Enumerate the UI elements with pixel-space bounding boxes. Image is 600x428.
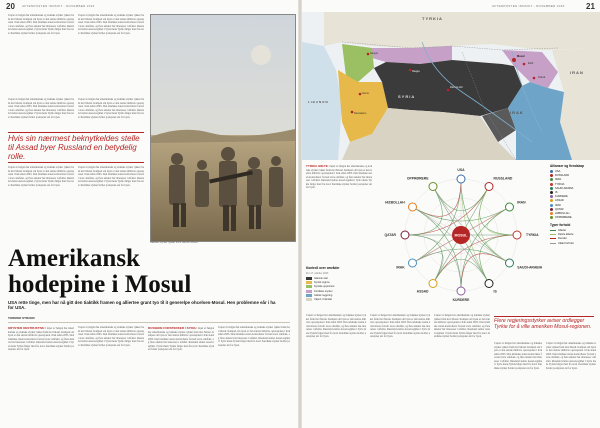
map-legend-swatch — [306, 281, 312, 284]
map-legend-swatch — [306, 285, 312, 288]
map-city-homs: Homs — [362, 92, 369, 95]
wheel-actor-label: IS — [493, 289, 497, 294]
wheel-actor-label: KURDERE — [452, 298, 470, 302]
unclear-line-swatch — [550, 243, 556, 244]
wheel-actor-item — [550, 199, 596, 202]
left-running-head: AFTENPOSTEN INNSIKT - NOVEMBER 2016 — [22, 4, 95, 8]
right-body-column-1-text: I løpet av helgen har amerikanske og irakiske styrker rykket frem mot Mosul. Kampen om byen er den største militære operasjonen i Irak siden 2003. Den islamske staten kontrollerer fortsatt store områder, og flere aktører har interesser i utfallet. Russland støtter Assad-regimet i Syria mens Tyrkia følger med fra nord. Kurdiske styrker holder posisjoner øst for byen. — [306, 165, 372, 189]
relation-unclear — [550, 242, 596, 245]
bottom-column-4 — [218, 326, 290, 424]
pull-quote-rule-bottom — [8, 162, 144, 163]
relation-partial-label: Delvis allierte — [558, 233, 574, 237]
article-deck: USA rette tinge, men har nå gitt den tiaktikk framen og alliertee grant tyo til it generelpe ohcelsen-Mosul. Hen problemne eår i ha for USA. — [8, 300, 276, 311]
wheel-actor-item — [550, 187, 596, 190]
pull-quote: Hvis sin nærmest beknytkeldes stelle til Assad byer Russland en betydelig rolle. — [8, 134, 140, 161]
map-city-erbil: Erbil — [528, 62, 534, 65]
bottom-column-1-text: I løpet av helgen har amerikanske og irakiske styrker rykket frem mot Mosul. Kampen om byen er den største militære operasjonen i Irak siden 2003. Den islamske staten kontrollerer fortsatt store områder, og flere aktører har interesser i utfallet. Russland støtter Assad-regimet i Syria mens Tyrkia følger med fra nord. Kurdiske styrker holder posisjoner øst for byen. — [8, 327, 74, 351]
headline-line-2: hodepine i Mosul — [8, 271, 192, 298]
subhead-3: TYRKIA HØLTE — [306, 164, 328, 168]
wheel-actor-label: RUSSLAND — [493, 176, 513, 181]
wheel-center-label: MOSUL — [454, 233, 468, 238]
map-legend-item — [306, 277, 372, 280]
map-legend-rows — [306, 277, 372, 301]
wheel-actor-node — [429, 183, 437, 191]
wheel-actor-node — [401, 231, 409, 239]
wheel-actor-list — [550, 170, 596, 219]
wheel-actor-name: OPPRØRERE — [555, 216, 572, 220]
wheel-actor-node — [485, 279, 493, 287]
relation-partial — [550, 233, 596, 236]
map-legend-label: Islamsk stat — [314, 277, 328, 280]
wheel-actor-node — [457, 287, 465, 295]
wheel-actor-item — [550, 183, 596, 186]
wheel-actor-name: QATAR — [555, 207, 564, 211]
wheel-actor-item — [550, 191, 596, 194]
wheel-legend-title: Allianser og fiendskap — [550, 164, 585, 168]
alliance-wheel — [376, 160, 546, 310]
wheel-actor-label: OPPRØRERE — [406, 176, 429, 181]
headline — [8, 246, 191, 298]
wheel-actor-label: ASSAD — [416, 289, 429, 294]
map-legend-item — [306, 294, 372, 297]
left-body-column-2b: I løpet av helgen har amerikanske og irakiske styrker rykket frem mot Mosul. Kampen om byen er den største militære operasjonen i Irak siden 2003. Den islamske staten kontrollerer fortsatt store områder, og flere aktører har interesser i utfallet. Russland støtter Assad-regimet i Syria mens Tyrkia følger med fra nord. Kurdiske styrker holder posisjoner øst for byen. — [78, 98, 144, 119]
right-body-column-1 — [306, 164, 372, 264]
wheel-relation-title: Typer forhold — [550, 223, 571, 228]
map-legend-swatch — [306, 298, 312, 301]
map-legend-label: Kurdiske styrker — [314, 289, 333, 293]
bottom-column-2 — [78, 326, 144, 424]
wheel-legend — [550, 164, 596, 246]
wheel-actor-name: SAUDI-ARABIA — [555, 186, 574, 190]
wheel-actor-label: IRAN — [517, 200, 526, 205]
wheel-actor-item — [550, 170, 596, 173]
wheel-actor-node — [409, 259, 417, 267]
enemy-line-swatch — [550, 238, 556, 239]
wheel-actor-item — [550, 216, 596, 219]
wheel-actor-label: TYRKIA — [526, 233, 539, 237]
wheel-actor-node — [485, 183, 493, 191]
left-body-column-4: I løpet av helgen har amerikanske og irakiske styrker rykket frem mot Mosul. Kampen om byen er den største militære operasjonen i Irak siden 2003. Den islamske staten kontrollerer fortsatt store områder, og flere aktører har interesser i utfallet. Russland støtter Assad-regimet i Syria mens Tyrkia følger med fra nord. Kurdiske styrker holder posisjoner øst for byen. — [78, 166, 144, 187]
wheel-actor-node — [457, 175, 465, 183]
allied-line-swatch — [550, 230, 556, 231]
left-body-column-1: I løpet av helgen har amerikanske og irakiske styrker rykket frem mot Mosul. Kampen om byen er den største militære operasjonen i Irak siden 2003. Den islamske staten kontrollerer fortsatt store områder, og flere aktører har interesser i utfallet. Russland støtter Assad-regimet i Syria mens Tyrkia følger med fra nord. Kurdiske styrker holder posisjoner øst for byen. — [8, 14, 74, 35]
map-label-tyrkia: TYRKIA — [422, 16, 443, 21]
map-legend-label: Irakisk regjering — [314, 293, 333, 297]
wheel-actor-label: QATAR — [384, 233, 396, 237]
wheel-actor-name: ASSAD — [555, 199, 564, 203]
right-running-head: AFTENPOSTEN INNSIKT - NOVEMBER 2016 — [492, 4, 565, 8]
wheel-actor-dot — [550, 170, 553, 173]
wheel-actor-name: RUSSLAND — [555, 174, 570, 178]
wheel-actor-dot — [550, 195, 553, 198]
wheel-actor-dot — [550, 183, 553, 186]
wheel-actor-dot — [550, 174, 553, 177]
map-city-damaskus: Damaskus — [354, 112, 367, 115]
map-legend-item — [306, 298, 372, 301]
right-pull-quote-rule — [494, 316, 594, 317]
right-pull-quote: Flere regjeringsstyrker aviser ordlegger Tyrkie for å ville ameriken Mosul-regionen. — [494, 318, 592, 330]
map-city-deir-ez-zor: Deir ez-Zor — [450, 86, 463, 89]
left-page — [0, 0, 298, 428]
map-legend — [306, 266, 372, 302]
map-city-raqqa: Raqqa — [412, 70, 420, 73]
map-label-libanon: LIBANON — [308, 100, 329, 104]
left-body-column-1b: I løpet av helgen har amerikanske og irakiske styrker rykket frem mot Mosul. Kampen om byen er den største militære operasjonen i Irak siden 2003. Den islamske staten kontrollerer fortsatt store områder, og flere aktører har interesser i utfallet. Russland støtter Assad-regimet i Syria mens Tyrkia følger med fra nord. Kurdiske styrker holder posisjoner øst for byen. — [8, 98, 74, 119]
wheel-actor-label: HIZBOLLAH — [385, 200, 405, 205]
left-body-column-2: I løpet av helgen har amerikanske og irakiske styrker rykket frem mot Mosul. Kampen om byen er den største militære operasjonen i Irak siden 2003. Den islamske staten kontrollerer fortsatt store områder, og flere aktører har interesser i utfallet. Russland støtter Assad-regimet i Syria mens Tyrkia følger med fra nord. Kurdiske styrker holder posisjoner øst for byen. — [78, 14, 144, 35]
bottom-column-3-text: I løpet av helgen har amerikanske og irakiske styrker rykket frem mot Mosul. Kampen om byen er den største militære operasjonen i Irak siden 2003. Den islamske staten kontrollerer fortsatt store områder, og flere aktører har interesser i utfallet. Russland støtter Assad-regimet i Syria mens Tyrkia følger med fra nord. Kurdiske styrker holder posisjoner øst for byen. — [148, 327, 214, 351]
right-bottom-column-3: I løpet av helgen har amerikanske og irakiske styrker rykket frem mot Mosul. Kampen om byen er den største militære operasjonen i Irak siden 2003. Den islamske staten kontrollerer fortsatt store områder, og flere aktører har interesser i utfallet. Russland støtter Assad-regimet i Syria mens Tyrkia følger med fra nord. Kurdiske styrker holder posisjoner øst for byen. — [434, 314, 490, 338]
relation-unclear-label: Uklart forhold — [558, 241, 574, 245]
bottom-column-3 — [148, 326, 214, 424]
map-city-mosul: Mosul — [517, 55, 525, 58]
deck-rule — [8, 322, 290, 323]
bottom-column-2-text: I løpet av helgen har amerikanske og irakiske styrker rykket frem mot Mosul. Kampen om byen er den største militære operasjonen i Irak siden 2003. Den islamske staten kontrollerer fortsatt store områder, og flere aktører har interesser i utfallet. Russland støtter Assad-regimet i Syria mens Tyrkia følger med fra nord. Kurdiske styrker holder posisjoner øst for byen. — [78, 326, 144, 347]
map-legend-item — [306, 281, 372, 284]
pull-quote-rule — [8, 132, 144, 133]
left-page-number: 20 — [6, 2, 15, 11]
byline: TORMOD STRAND — [8, 316, 35, 320]
subhead-1: KRYSTER DESTRUKTIVE — [8, 326, 45, 330]
wheel-actor-node — [409, 203, 417, 211]
bottom-column-1 — [8, 326, 74, 424]
wheel-actor-item — [550, 212, 596, 215]
wheel-actor-name: HIZBOLLAH — [555, 211, 570, 215]
map-label-irak: IRAK — [510, 110, 524, 115]
partial-line-swatch — [550, 234, 556, 235]
relation-enemy — [550, 237, 596, 240]
wheel-actor-name: USA — [555, 170, 561, 173]
wheel-actor-label: USA — [457, 168, 465, 172]
map-label-syria: SYRIA — [398, 94, 416, 99]
wheel-actor-node — [429, 279, 437, 287]
wheel-actor-item — [550, 208, 596, 211]
map-legend-label: Syrisk regime — [314, 281, 330, 285]
wheel-actor-item — [550, 204, 596, 207]
map-legend-label: Syriske opprørere — [314, 285, 335, 289]
wheel-actor-dot — [550, 212, 553, 215]
map-city-kirkuk: Kirkuk — [538, 76, 546, 79]
right-page-number: 21 — [586, 2, 595, 11]
wheel-actor-name: IRAK — [555, 203, 562, 207]
map-legend-item — [306, 290, 372, 293]
map-legend-title: Kontroll over områder — [306, 266, 340, 270]
wheel-actor-dot — [550, 204, 553, 207]
wheel-actor-label: SAUDI-ARABIA — [517, 265, 543, 270]
right-bottom-column-1: I løpet av helgen har amerikanske og irakiske styrker rykket frem mot Mosul. Kampen om byen er den største militære operasjonen i Irak siden 2003. Den islamske staten kontrollerer fortsatt store områder, og flere aktører har interesser i utfallet. Russland støtter Assad-regimet i Syria mens Tyrkia følger med fra nord. Kurdiske styrker holder posisjoner øst for byen. — [306, 314, 366, 338]
wheel-actor-dot — [550, 187, 553, 190]
map-legend-item — [306, 285, 372, 288]
map-legend-swatch — [306, 277, 312, 280]
map-legend-swatch — [306, 294, 312, 297]
wheel-actor-dot — [550, 208, 553, 211]
wheel-actor-dot — [550, 216, 553, 219]
news-photo — [150, 14, 296, 242]
relation-allied-label: Allierte — [558, 229, 566, 233]
wheel-actor-label: IRAK — [396, 265, 405, 270]
right-bottom-column-2: I løpet av helgen har amerikanske og irakiske styrker rykket frem mot Mosul. Kampen om byen er den største militære operasjonen i Irak siden 2003. Den islamske staten kontrollerer fortsatt store områder, og flere aktører har interesser i utfallet. Russland støtter Assad-regimet i Syria mens Tyrkia følger med fra nord. Kurdiske styrker holder posisjoner øst for byen. — [370, 314, 430, 338]
wheel-actor-item — [550, 195, 596, 198]
map-label-iran: IRAN — [570, 70, 584, 75]
map-city-aleppo: Aleppo — [370, 52, 379, 55]
wheel-actor-dot — [550, 191, 553, 194]
left-body-column-3: I løpet av helgen har amerikanske og irakiske styrker rykket frem mot Mosul. Kampen om byen er den største militære operasjonen i Irak siden 2003. Den islamske staten kontrollerer fortsatt store områder, og flere aktører har interesser i utfallet. Russland støtter Assad-regimet i Syria mens Tyrkia følger med fra nord. Kurdiske styrker holder posisjoner øst for byen. — [8, 166, 74, 187]
wheel-actor-name: TYRKIA — [555, 182, 565, 186]
wheel-actor-node — [505, 259, 513, 267]
map-legend-swatch — [306, 290, 312, 293]
wheel-actor-name: IS — [555, 190, 558, 194]
relation-enemy-label: Fiender — [558, 237, 567, 241]
headline-line-1: Amerikansk — [8, 245, 140, 272]
right-bottom-column-4: I løpet av helgen har amerikanske og irakiske styrker rykket frem mot Mosul. Kampen om byen er den største militære operasjonen i Irak siden 2003. Den islamske staten kontrollerer fortsatt store områder, og flere aktører har interesser i utfallet. Russland støtter Assad-regimet i Syria mens Tyrkia følger med fra nord. Kurdiske styrker holder posisjoner øst for byen. — [494, 342, 542, 370]
wheel-actor-dot — [550, 199, 553, 202]
wheel-actor-node — [513, 231, 521, 239]
wheel-actor-item — [550, 174, 596, 177]
wheel-actor-name: KURDERE — [555, 195, 568, 199]
wheel-actor-node — [505, 203, 513, 211]
wheel-actor-name: IRAN — [555, 178, 562, 182]
right-page — [302, 0, 600, 428]
photo-caption: Irakiske styrker rykker frem utenfor Mosul. — [150, 241, 199, 244]
wheel-actor-item — [550, 178, 596, 181]
right-bottom-column-5: I løpet av helgen har amerikanske og irakiske styrker rykket frem mot Mosul. Kampen om byen er den største militære operasjonen i Irak siden 2003. Den islamske staten kontrollerer fortsatt store områder, og flere aktører har interesser i utfallet. Russland støtter Assad-regimet i Syria mens Tyrkia følger med fra nord. Kurdiske styrker holder posisjoner øst for byen. — [546, 342, 596, 370]
bottom-column-4-text: I løpet av helgen har amerikanske og irakiske styrker rykket frem mot Mosul. Kampen om byen er den største militære operasjonen i Irak siden 2003. Den islamske staten kontrollerer fortsatt store områder, og flere aktører har interesser i utfallet. Russland støtter Assad-regimet i Syria mens Tyrkia følger med fra nord. Kurdiske styrker holder posisjoner øst for byen. — [218, 326, 290, 347]
subhead-2: RUSSERE FORSTERKER I SYRIA — [148, 326, 196, 330]
relation-allied — [550, 229, 596, 232]
map-legend-label: Ukjent / blandet — [314, 297, 333, 301]
wheel-actor-dot — [550, 178, 553, 181]
relation-line — [413, 253, 444, 284]
map-legend-subtitle: Per 17. oktober 2016 — [306, 272, 329, 275]
